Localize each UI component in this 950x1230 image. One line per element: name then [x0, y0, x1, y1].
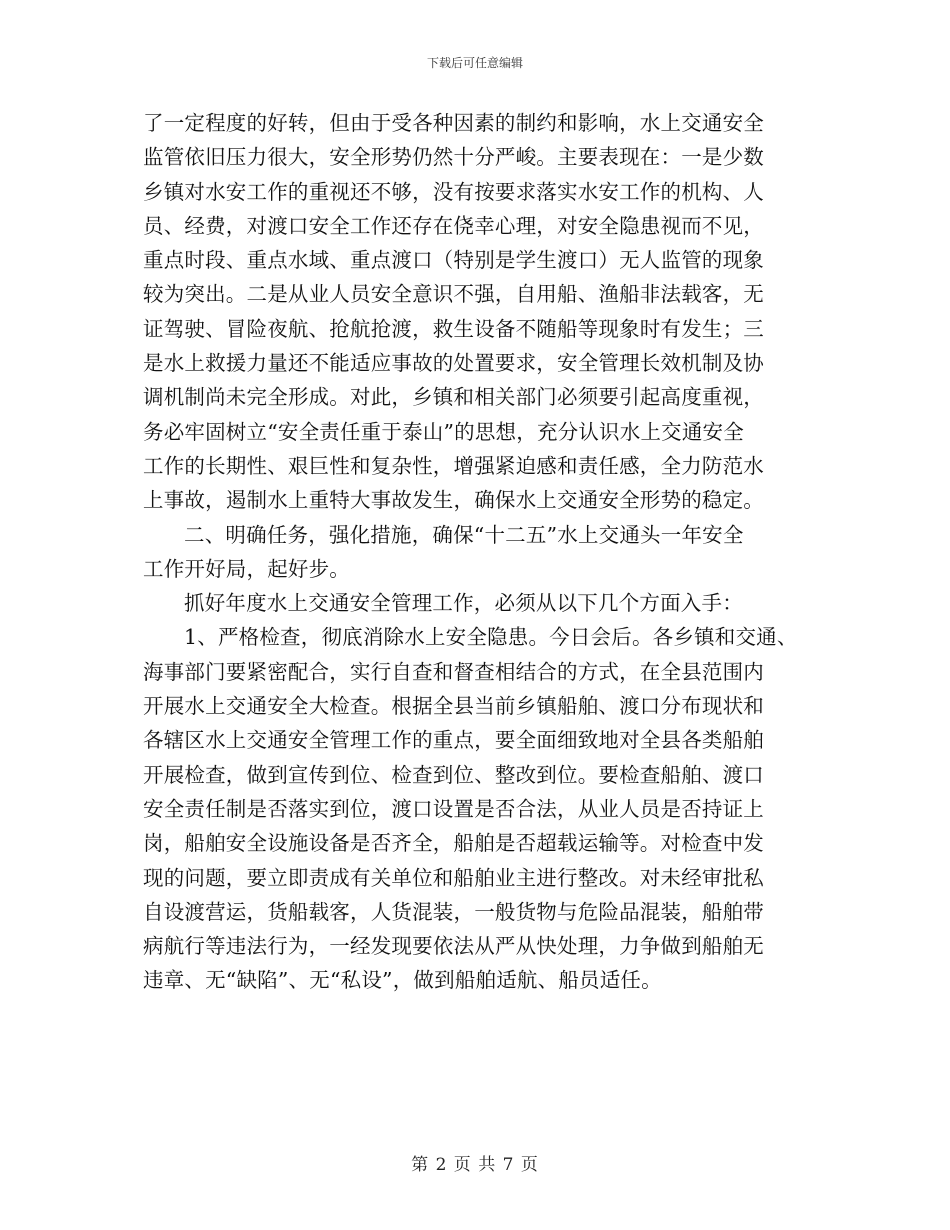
text-line: 岗，船舶安全设施设备是否齐全，船舶是否超载运输等。对检查中发 [143, 831, 764, 856]
text-line: 海事部门要紧密配合，实行自查和督查相结合的方式，在全县范围内 [143, 659, 764, 684]
text-line: 各辖区水上交通安全管理工作的重点，要全面细致地对全县各类船舶 [143, 728, 764, 753]
text-line: 调机制尚未完全形成。对此，乡镇和相关部门必须要引起高度重视， [143, 385, 764, 410]
text-line: 证驾驶、冒险夜航、抢航抢渡，救生设备不随船等现象时有发生；三 [143, 316, 764, 341]
text-line: 较为突出。二是从业人员安全意识不强，自用船、渔船非法载客，无 [143, 282, 764, 307]
text-line: 务必牢固树立“安全责任重于泰山”的思想，充分认识水上交通安全 [143, 419, 744, 444]
text-line: 是水上救援力量还不能适应事故的处置要求，安全管理长效机制及协 [143, 351, 764, 376]
text-line: 现的问题，要立即责成有关单位和船舶业主进行整改。对未经审批私 [143, 865, 764, 890]
section-heading-line: 二、明确任务，强化措施，确保“十二五”水上交通头一年安全 [184, 522, 744, 547]
section-heading-line: 工作开好局，起好步。 [143, 556, 350, 581]
text-line: 开展检查，做到宣传到位、检查到位、整改到位。要检查船舶、渡口 [143, 762, 764, 787]
text-line: 1、严格检查，彻底消除水上安全隐患。今日会后。各乡镇和交通、 [184, 625, 798, 650]
text-line: 工作的长期性、艰巨性和复杂性，增强紧迫感和责任感，全力防范水 [143, 453, 764, 478]
text-line: 抓好年度水上交通安全管理工作，必须从以下几个方面入手： [184, 591, 743, 616]
header-note: 下载后可任意编辑 [426, 56, 523, 70]
text-line: 病航行等违法行为，一经发现要依法从严从快处理，力争做到船舶无 [143, 934, 764, 959]
text-line: 了一定程度的好转，但由于受各种因素的制约和影响，水上交通安全 [143, 111, 764, 135]
body-text [143, 106, 833, 998]
text-line: 重点时段、重点水域、重点渡口（特别是学生渡口）无人监管的现象 [143, 248, 764, 273]
text-line: 上事故，遏制水上重特大事故发生，确保水上交通安全形势的稳定。 [143, 488, 764, 513]
text-line: 员、经费，对渡口安全工作还存在侥幸心理，对安全隐患视而不见， [143, 213, 764, 238]
text-line: 安全责任制是否落实到位，渡口设置是否合法，从业人员是否持证上 [143, 796, 764, 821]
text-line: 乡镇对水安工作的重视还不够，没有按要求落实水安工作的机构、人 [143, 179, 764, 204]
text-line: 自设渡营运，货船载客，人货混装，一般货物与危险品混装，船舶带 [143, 899, 764, 924]
text-line: 违章、无“缺陷”、无“私设”，做到船舶适航、船员适任。 [143, 968, 662, 993]
page-number: 第 2 页 共 7 页 [411, 1155, 539, 1175]
text-line: 监管依旧压力很大，安全形势仍然十分严峻。主要表现在：一是少数 [143, 145, 764, 170]
text-line: 开展水上交通安全大检查。根据全县当前乡镇船舶、渡口分布现状和 [143, 694, 764, 719]
